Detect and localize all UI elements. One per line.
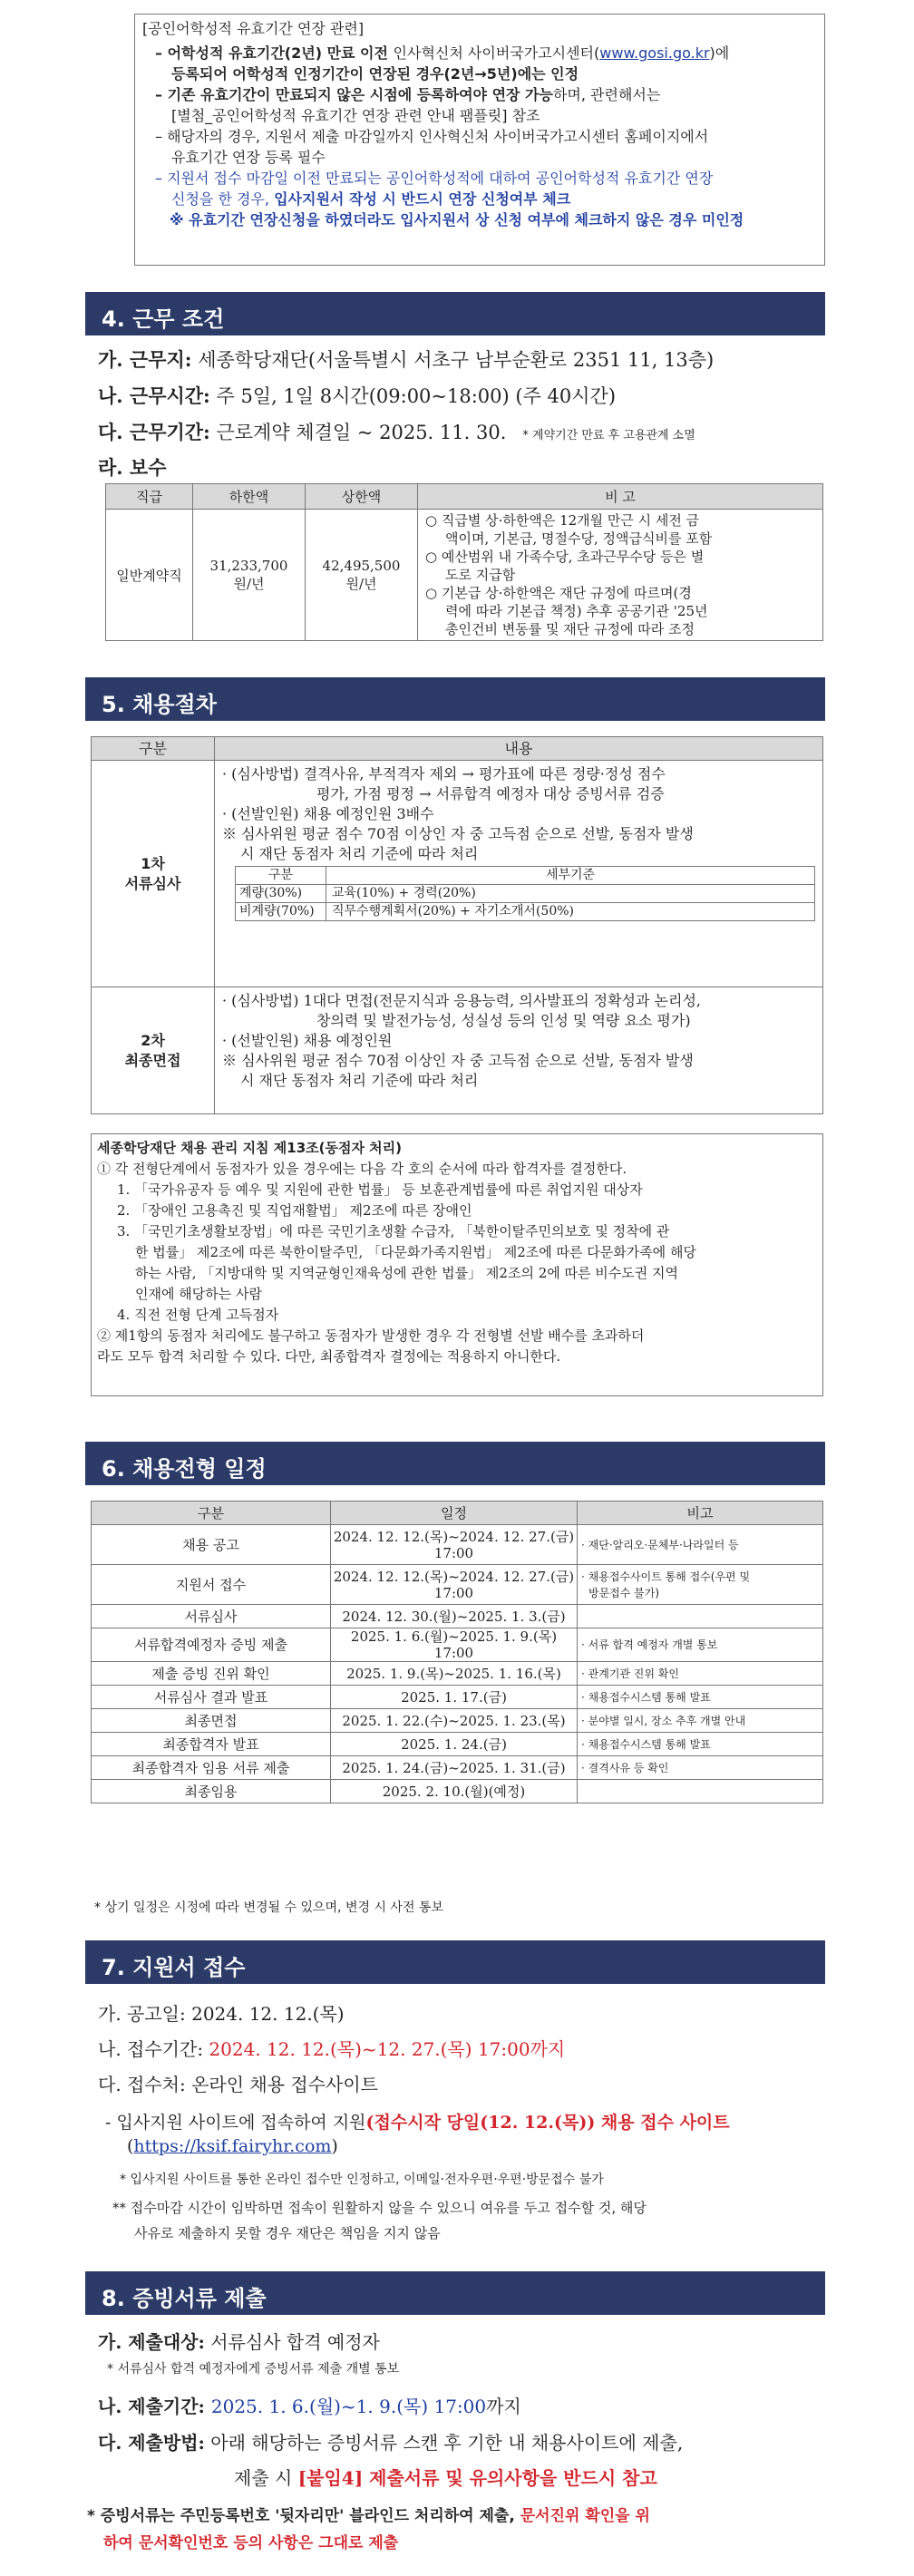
schedule-date: 2025. 1. 6.(월)~2025. 1. 9.(목) 17:00 <box>331 1628 578 1662</box>
tie-rule-1-3b: 한 법률」 제2조에 따른 북한이탈주민, 「다문화가족지원법」 제2조에 따른 다문화가족에 해당 <box>135 1244 696 1260</box>
notice-bullet-3b: 유효기간 연장 등록 필수 <box>171 149 326 166</box>
schedule-stage: 최종합격자 발표 <box>92 1733 331 1756</box>
tie-rule-title: 세종학당재단 채용 관리 지침 제13조(동점자 처리) <box>97 1140 403 1156</box>
salary-th-high: 상한액 <box>306 484 418 510</box>
schedule-row <box>92 1686 823 1709</box>
process-table <box>91 736 823 1114</box>
work-period: 다. 근무기간: 근로계약 체결일 ~ 2025. 11. 30. * 계약기간 만료 후 고용관계 소멸 <box>98 421 695 443</box>
criteria-quant: 계량(30%) <box>236 885 326 903</box>
schedule-note-cell: · 서류 합격 예정자 개별 통보 <box>578 1628 823 1662</box>
salary-low: 31,233,700 원/년 <box>193 510 306 641</box>
apply-site-url-line: (https://ksif.fairyhr.com) <box>127 2136 338 2156</box>
schedule-row <box>92 1662 823 1686</box>
schedule-stage: 서류심사 <box>92 1605 331 1628</box>
apply-site-link[interactable]: https://ksif.fairyhr.com <box>133 2136 332 2156</box>
section-5-bar: 5. 채용절차 <box>85 677 825 721</box>
schedule-note: * 상기 일정은 시정에 따라 변경될 수 있으며, 변경 시 사전 통보 <box>94 1900 443 1915</box>
notice-bullet-1: – 어학성적 유효기간(2년) 만료 이전 <box>155 44 394 62</box>
tie-rule-box <box>91 1133 823 1396</box>
schedule-stage: 서류합격예정자 증빙 제출 <box>92 1628 331 1662</box>
salary-th-rank: 직급 <box>106 484 193 510</box>
stage-2-label: 2차 최종면접 <box>92 987 215 1114</box>
process-th-content: 내용 <box>215 737 823 761</box>
criteria-qual: 비계량(70%) <box>236 903 326 921</box>
apply-site-line: - 입사지원 사이트에 접속하여 지원(접수시작 당일(12. 12.(목)) 채용 접수 사이트 <box>105 2113 730 2133</box>
salary-th-low: 하한액 <box>193 484 306 510</box>
submit-method-2: 제출 시 [붙임4] 제출서류 및 유의사항을 반드시 참고 <box>234 2467 657 2489</box>
stage-1-label: 1차 서류심사 <box>92 761 215 987</box>
notice-bullet-2: – 기존 유효기간이 만료되지 않은 시점에 등록하여야 연장 가능 <box>155 86 553 103</box>
submit-target: 가. 제출대상: 서류심사 합격 예정자 <box>98 2331 380 2353</box>
schedule-stage: 최종임용 <box>92 1780 331 1803</box>
tie-rule-2b: 라도 모두 합격 처리할 수 있다. 다만, 최종합격자 결정에는 적용하지 아니한다. <box>97 1348 561 1365</box>
schedule-date: 2024. 12. 12.(목)~2024. 12. 27.(금) 17:00 <box>331 1565 578 1605</box>
schedule-stage: 채용 공고 <box>92 1525 331 1565</box>
schedule-note-cell: · 채용접수사이트 통해 접수(우편 및 방문접수 불가) <box>578 1565 823 1605</box>
tie-rule-1-1: 1. 「국가유공자 등 예우 및 지원에 관한 법률」 등 보훈관계법률에 따른 취업지원 대상자 <box>117 1181 643 1198</box>
schedule-row <box>92 1605 823 1628</box>
schedule-date: 2025. 1. 24.(금) <box>331 1733 578 1756</box>
schedule-note-cell: · 분야별 일시, 장소 추후 개별 안내 <box>578 1709 823 1733</box>
tie-rule-1-3c: 하는 사람, 「지방대학 및 지역균형인재육성에 관한 법률」 제2조의 2에 따른 비수도권 지역 <box>135 1265 678 1281</box>
tie-rule-1-2: 2. 「장애인 고용촉진 및 직업재활법」 제2조에 따른 장애인 <box>117 1202 472 1219</box>
schedule-th-type: 구분 <box>92 1502 331 1525</box>
schedule-note-cell <box>578 1605 823 1628</box>
apply-period: 나. 접수기간: 2024. 12. 12.(목)~12. 27.(목) 17:00까지 <box>98 2038 566 2060</box>
apply-place: 다. 접수처: 온라인 채용 접수사이트 <box>98 2074 379 2095</box>
section-7-bar: 7. 지원서 접수 <box>85 1940 825 1984</box>
salary-label: 라. 보수 <box>98 456 167 479</box>
notice-warning: ※ 유효기간 연장신청을 하였더라도 입사지원서 상 신청 여부에 체크하지 않은 경우 미인정 <box>170 211 744 228</box>
schedule-stage: 제출 증빙 진위 확인 <box>92 1662 331 1686</box>
schedule-date: 2025. 1. 24.(금)~2025. 1. 31.(금) <box>331 1756 578 1780</box>
notice-bullet-1b: 등록되어 어학성적 인정기간이 연장된 경우(2년→5년)에는 인정 <box>171 65 579 83</box>
schedule-row <box>92 1525 823 1565</box>
work-hours: 나. 근무시간: 주 5일, 1일 8시간(09:00~18:00) (주 40시간) <box>98 384 617 407</box>
criteria-th-type: 구분 <box>236 867 326 885</box>
schedule-note-cell: · 채용접수시스템 통해 발표 <box>578 1733 823 1756</box>
work-location: 가. 근무지: 세종학당재단(서울특별시 서초구 남부순환로 2351 11, 13층) <box>98 348 715 371</box>
schedule-stage: 지원서 접수 <box>92 1565 331 1605</box>
salary-high: 42,495,500 원/년 <box>306 510 418 641</box>
apply-note-2: ** 접수마감 시간이 임박하면 접속이 원활하지 않을 수 있으니 여유를 두고 접수할 것, 해당 <box>112 2200 647 2216</box>
schedule-stage: 서류심사 결과 발표 <box>92 1686 331 1709</box>
language-score-notice-box <box>134 14 825 266</box>
notice-bullet-3: – 해당자의 경우, 지원서 제출 마감일까지 인사혁신처 사이버국가고시센터 홈페이지에서 <box>155 128 709 145</box>
notice-bullet-4: – 지원서 접수 마감일 이전 만료되는 공인어학성적에 대하여 공인어학성적 유효기간 연장 <box>155 170 714 187</box>
salary-notes: ○ 직급별 상·하한액은 12개월 만근 시 세전 금 액이며, 기본급, 명절수당, 정액급식비를 포함 ○ 예산범위 내 가족수당, 초과근무수당 등은 별 도로 지급함 ○ 기본급 상·하한액은 재단 규정에 따르며(경 력에 따라 기본급 책정) 추후 공공기관 '25년 총인건비 변동률 및 재단 규정에 따라 조정 <box>418 510 823 641</box>
schedule-date: 2024. 12. 30.(월)~2025. 1. 3.(금) <box>331 1605 578 1628</box>
notice-bullet-2-text: 하며, 관련해서는 <box>552 86 661 103</box>
schedule-row <box>92 1709 823 1733</box>
stage-1-criteria-table <box>235 866 815 921</box>
criteria-quant-detail: 교육(10%) + 경력(20%) <box>326 885 815 903</box>
tie-rule-1-4: 4. 직전 전형 단계 고득점자 <box>117 1307 279 1323</box>
submit-footnote: * 증빙서류는 주민등록번호 '뒷자리만' 블라인드 처리하여 제출, 문서진위 확인을 위 <box>87 2507 650 2525</box>
schedule-th-date: 일정 <box>331 1502 578 1525</box>
tie-rule-1-3: 3. 「국민기초생활보장법」에 따른 국민기초생활 수급자, 「북한이탈주민의보호 및 정착에 관 <box>117 1223 670 1239</box>
apply-note-1: * 입사지원 사이트를 통한 온라인 접수만 인정하고, 이메일·전자우편·우편·방문접수 불가 <box>120 2173 604 2187</box>
section-8-bar: 8. 증빙서류 제출 <box>85 2271 825 2315</box>
salary-th-note: 비 고 <box>418 484 823 510</box>
schedule-row <box>92 1780 823 1803</box>
notice-bullet-2b: [별첨_공인어학성적 유효기간 연장 관련 안내 팸플릿] 참조 <box>171 107 540 124</box>
schedule-row <box>92 1628 823 1662</box>
schedule-note-cell: · 재단·알리오·문체부·나라일터 등 <box>578 1525 823 1565</box>
schedule-stage: 최종면접 <box>92 1709 331 1733</box>
schedule-stage: 최종합격자 임용 서류 제출 <box>92 1756 331 1780</box>
schedule-date: 2025. 2. 10.(월)(예정) <box>331 1780 578 1803</box>
apply-note-2b: 사유로 제출하지 못할 경우 재단은 책임을 지지 않음 <box>134 2225 441 2241</box>
announce-date: 가. 공고일: 2024. 12. 12.(목) <box>98 2003 345 2025</box>
stage-1-content: · (심사방법) 결격사유, 부적격자 제외 → 평가표에 따른 정량·정성 점수 평가, 가점 평정 → 서류합격 예정자 대상 증빙서류 검증 · (선발인원) 채용 예정인원 3배수 ※ 심사위원 평균 점수 70점 이상인 자 중 고득점 순으로 선발, 동점자 발생 시 재단 동점자 처리 기준에 따라 처리 구분 세부기준 계량(30%) 교육(10%) + 경력(20%) 비계량(70%) 직무수행계획서(20%) + 자기소개서(50%) <box>215 761 823 987</box>
salary-table <box>105 483 823 641</box>
submit-period: 나. 제출기간: 2025. 1. 6.(월)~1. 9.(목) 17:00까지 <box>98 2396 521 2417</box>
schedule-row <box>92 1756 823 1780</box>
submit-footnote-2: 하여 문서확인번호 등의 사항은 그대로 제출 <box>103 2534 399 2552</box>
section-6-bar: 6. 채용전형 일정 <box>85 1442 825 1485</box>
tie-rule-2: ② 제1항의 동점자 처리에도 불구하고 동점자가 발생한 경우 각 전형별 선발 배수를 초과하더 <box>97 1327 645 1344</box>
criteria-qual-detail: 직무수행계획서(20%) + 자기소개서(50%) <box>326 903 815 921</box>
criteria-th-detail: 세부기준 <box>326 867 815 885</box>
tie-rule-1: ① 각 전형단계에서 동점자가 있을 경우에는 다음 각 호의 순서에 따라 합격자를 결정한다. <box>97 1161 627 1177</box>
schedule-row <box>92 1565 823 1605</box>
schedule-th-note: 비고 <box>578 1502 823 1525</box>
notice-bullet-4c: 입사지원서 작성 시 반드시 연장 신청여부 체크 <box>274 190 571 208</box>
schedule-date: 2025. 1. 22.(수)~2025. 1. 23.(목) <box>331 1709 578 1733</box>
tie-rule-1-3d: 인재에 해당하는 사람 <box>135 1286 262 1302</box>
process-th-type: 구분 <box>92 737 215 761</box>
stage-2-content: · (심사방법) 1대다 면접(전문지식과 응용능력, 의사발표의 정확성과 논리성, 창의력 및 발전가능성, 성실성 등의 인성 및 역량 요소 평가) · (선발인원) 채용 예정인원 ※ 심사위원 평균 점수 70점 이상인 자 중 고득점 순으로 선발, 동점자 발생 시 재단 동점자 처리 기준에 따라 처리 <box>215 987 823 1114</box>
notice-bullet-1-text: 인사혁신처 사이버국가고시센터( <box>393 44 600 62</box>
schedule-date: 2024. 12. 12.(목)~2024. 12. 27.(금) 17:00 <box>331 1525 578 1565</box>
submit-target-note: * 서류심사 합격 예정자에게 증빙서류 제출 개별 통보 <box>107 2362 400 2377</box>
notice-bullet-1-end: )에 <box>709 44 730 62</box>
schedule-note-cell: · 결격사유 등 확인 <box>578 1756 823 1780</box>
notice-bullet-4b: 신청을 한 경우, <box>171 190 275 208</box>
schedule-note-cell <box>578 1780 823 1803</box>
schedule-note-cell: · 관계기관 진위 확인 <box>578 1662 823 1686</box>
schedule-date: 2025. 1. 17.(금) <box>331 1686 578 1709</box>
schedule-row <box>92 1733 823 1756</box>
gosi-link[interactable]: www.gosi.go.kr <box>599 44 710 62</box>
submit-method: 다. 제출방법: 아래 해당하는 증빙서류 스캔 후 기한 내 채용사이트에 제출, <box>98 2432 684 2454</box>
salary-rank: 일반계약직 <box>106 510 193 641</box>
section-4-bar: 4. 근무 조건 <box>85 292 825 335</box>
schedule-date: 2025. 1. 9.(목)~2025. 1. 16.(목) <box>331 1662 578 1686</box>
schedule-table <box>91 1501 823 1803</box>
notice-title: [공인어학성적 유효기간 연장 관련] <box>142 20 365 37</box>
schedule-note-cell: · 채용접수시스템 통해 발표 <box>578 1686 823 1709</box>
